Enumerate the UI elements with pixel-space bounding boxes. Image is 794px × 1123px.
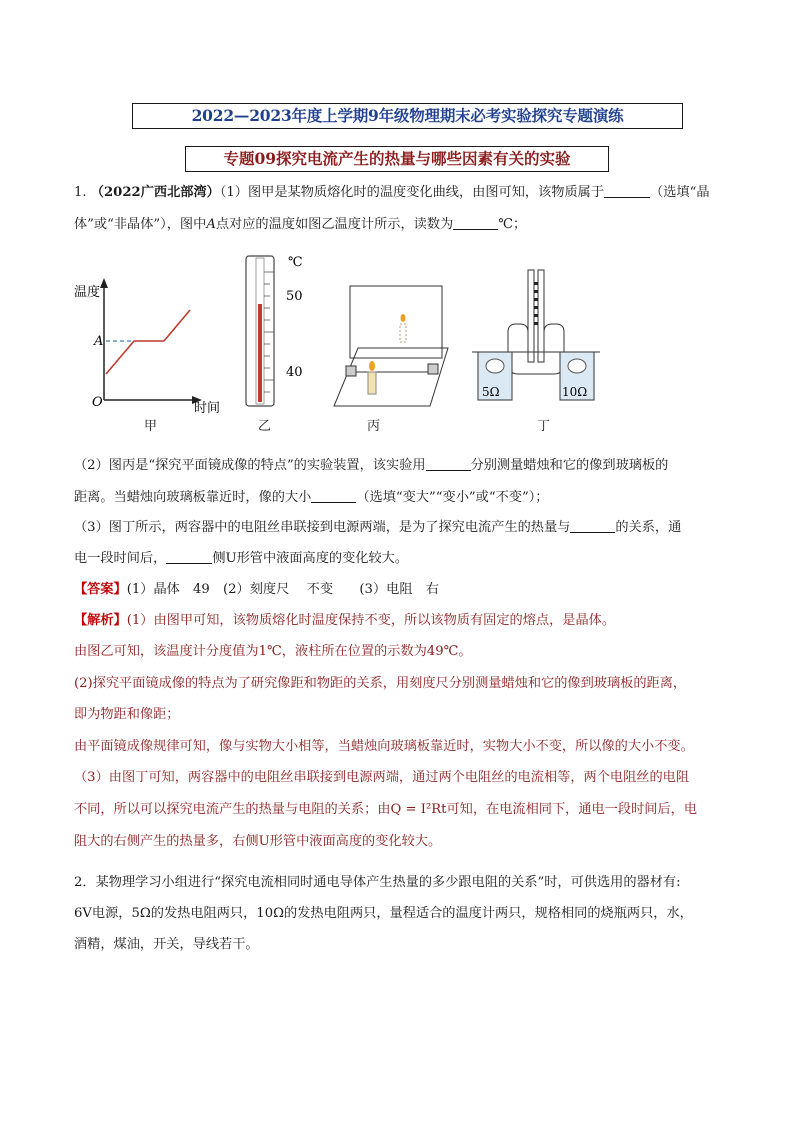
analysis-line-5: 由平面镜成像规律可知，像与实物大小相等，当蜡烛向玻璃板靠近时，实物大小不变，所以像的大小不变。 [74,739,694,754]
origin-label: O [92,395,103,410]
q1-part3-text-d: 侧U形管中液面高度的变化较大。 [212,551,409,566]
q1-source: （2022广西北部湾） [90,185,220,200]
answer-blank[interactable] [570,518,615,533]
answer-tag: 【答案】 [74,582,127,597]
thermometer-unit: ℃ [288,255,303,270]
q1-part2-text-b: 分别测量蜡烛和它的像到玻璃板的 [470,458,669,473]
analysis-line-2: 由图乙可知，该温度计分度值为1℃，液柱所在位置的示数为49℃。 [74,644,472,659]
x-axis-label: 时间 [194,401,221,416]
q2-line3: 酒精，煤油，开关，导线若干。 [74,937,259,952]
analysis-line-1 [74,611,724,631]
analysis-line-3: (2)探究平面镜成像的特点为了研究像距和物距的关系，用刻度尺分别测量蜡烛和它的像到玻璃板的距离， [74,676,687,691]
point-a-label: A [206,217,216,232]
analysis-line-7: 不同，所以可以探究电流产生的热量与电阻的关系；由Q = I²Rt可知，在电流相同下，通电一段时间后，电 [74,802,698,817]
q2-line1: 2．某物理学习小组进行“探究电流相同时通电导体产生热量的多少跟电阻的关系”时，可供选用的器材有: [74,875,681,890]
answer-text: (1）晶体 49 (2）刻度尺 不变 (3）电阻 右 [126,582,439,597]
point-a: A [94,334,104,349]
answer-line [74,580,724,600]
caption-bing: 丙 [367,419,381,434]
figure-yi [240,252,310,412]
q1-part1-text: （1）图甲是某物质熔化时的温度变化曲线，由图可知，该物质属于 [219,185,605,200]
topic-title: 专题09探究电流产生的热量与哪些因素有关的实验 [185,146,609,172]
thermometer-ticks [264,272,274,392]
q1-line2-text-b: 点对应的温度如图乙温度计所示，读数为 [215,217,454,232]
q1-part2-line2 [74,488,724,508]
caption-jia: 甲 [144,419,158,434]
caption-yi: 乙 [258,419,272,434]
y-axis-label: 温度 [74,285,101,300]
q1-number: 1. [74,185,87,200]
q1-part2-line1 [74,456,724,476]
q1-part3-text-c: 电一段时间后， [74,551,167,566]
resistor-10-ohm: 10Ω [562,385,588,399]
q1-line1 [74,183,724,203]
answer-blank[interactable] [426,456,471,471]
figure-bing [330,282,460,412]
tick-50: 50 [286,289,303,304]
analysis-line-4: 即为物距和像距； [74,707,180,722]
q1-part2-text-c: 距离。当蜡烛向玻璃板靠近时，像的大小 [74,490,312,505]
answer-blank[interactable] [311,488,356,503]
q1-part2-text: （2）图丙是“探究平面镜成像的特点”的实验装置，该实验用 [74,458,426,473]
q1-part3-line2 [74,549,724,569]
analysis-line-6: （3）由图丁可知，两容器中的电阻丝串联接到电源两端，通过两个电阻丝的电流相等，两个电阻丝的电阻 [74,770,690,785]
q1-part3-text-b: 的关系，通 [615,520,682,535]
caption-ding: 丁 [537,419,551,434]
tick-40: 40 [286,365,303,380]
answer-blank[interactable] [604,183,650,198]
answer-blank[interactable] [166,549,212,564]
u-tube-scale [534,282,538,325]
q1-part3-text: （3）图丁所示，两容器中的电阻丝串联接到电源两端，是为了探究电流产生的热量与 [74,520,571,535]
figure-jia [72,272,221,422]
q1-part3-line1 [74,518,724,538]
analysis-tag: 【解析】 [74,613,127,628]
page-title: 2022—2023年度上学期9年级物理期末必考实验探究专题演练 [132,103,683,129]
q2-line2: 6V电源，5Ω的发热电阻两只，10Ω的发热电阻两只，量程适合的温度计两只，规格相同的烧瓶两只，水， [74,906,693,921]
analysis-text: (1）由图甲可知，该物质熔化时温度保持不变，所以该物质有固定的熔点，是晶体。 [126,613,616,628]
q1-line2-text: 体”或“非晶体”），图中 [74,217,207,232]
figure-ding [472,266,602,406]
resistor-5-ohm: 5Ω [482,385,500,399]
q1-part1-end: （选填“晶 [650,185,710,200]
analysis-line-8: 阻大的右侧产生的热量多，右侧U形管中液面高度的变化较大。 [74,834,442,849]
q1-line2 [74,215,724,235]
q1-part2-text-d: （选填“变大”“变小”或“不变”）； [356,490,549,505]
answer-blank[interactable] [453,215,498,230]
q1-line2-end: ℃； [498,217,527,232]
